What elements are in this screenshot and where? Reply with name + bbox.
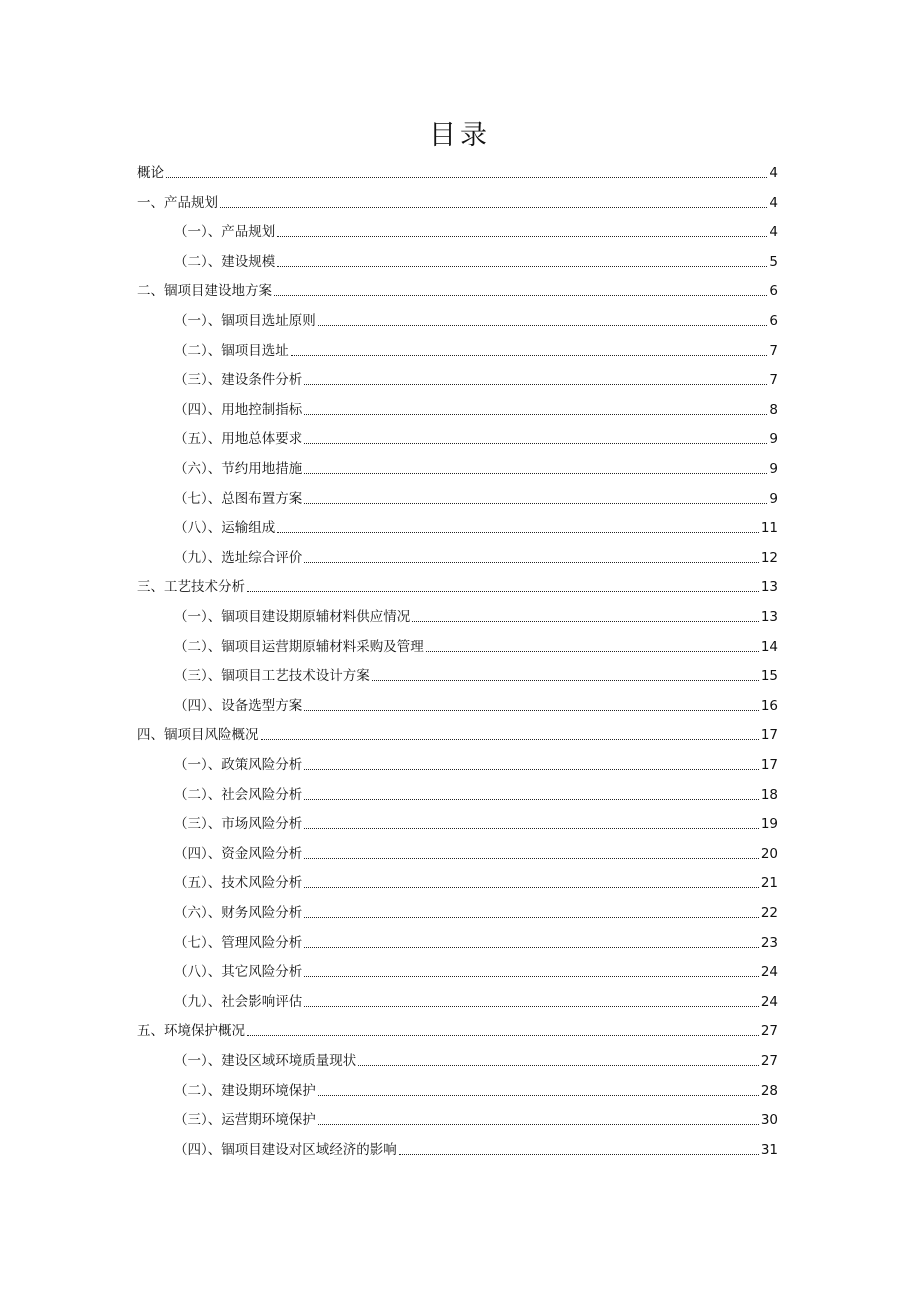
toc-entry-label: （一）、锢项目建设期原辅材料供应情况 — [174, 609, 411, 625]
toc-entry[interactable] — [174, 933, 778, 953]
toc-dot-leader — [291, 354, 768, 356]
toc-entry-page-number: 7 — [769, 372, 778, 388]
toc-entry-label: （一）、产品规划 — [174, 224, 276, 240]
toc-entry[interactable] — [174, 252, 778, 272]
toc-dot-leader — [277, 235, 767, 237]
toc-entry-label: （一）、建设区域环境质量现状 — [174, 1053, 357, 1069]
toc-entry[interactable] — [137, 577, 778, 597]
toc-entry-page-number: 24 — [760, 994, 778, 1010]
toc-entry[interactable] — [174, 1110, 778, 1130]
toc-entry-label: 一、产品规划 — [137, 195, 218, 211]
toc-entry[interactable] — [174, 785, 778, 805]
toc-entry-page-number: 8 — [769, 402, 778, 418]
toc-entry-page-number: 17 — [760, 727, 778, 743]
toc-entry-label: （二）、锢项目选址 — [174, 343, 289, 359]
toc-entry-page-number: 19 — [760, 816, 778, 832]
toc-dot-leader — [372, 679, 759, 681]
toc-dot-leader — [304, 886, 759, 888]
toc-entry-page-number: 13 — [760, 579, 778, 595]
toc-entry[interactable] — [174, 459, 778, 479]
toc-entry[interactable] — [174, 873, 778, 893]
toc-entry-page-number: 13 — [760, 609, 778, 625]
toc-dot-leader — [304, 946, 759, 948]
toc-entry[interactable] — [174, 637, 778, 657]
toc-dot-leader — [247, 1034, 759, 1036]
toc-entry[interactable] — [137, 193, 778, 213]
toc-dot-leader — [318, 1094, 759, 1096]
toc-dot-leader — [318, 1123, 759, 1125]
toc-entry[interactable] — [174, 666, 778, 686]
toc-entry-label: （四）、用地控制指标 — [174, 402, 303, 418]
toc-dot-leader — [277, 265, 767, 267]
toc-dot-leader — [304, 916, 759, 918]
toc-entry-page-number: 17 — [760, 757, 778, 773]
toc-entry-label: （三）、市场风险分析 — [174, 816, 303, 832]
toc-entry[interactable] — [174, 962, 778, 982]
toc-entry-label: （二）、社会风险分析 — [174, 787, 303, 803]
toc-entry[interactable] — [137, 163, 778, 183]
toc-entry-page-number: 9 — [769, 461, 778, 477]
toc-dot-leader — [304, 561, 759, 563]
toc-dot-leader — [304, 768, 759, 770]
toc-entry-label: （四）、资金风险分析 — [174, 846, 303, 862]
toc-entry[interactable] — [174, 400, 778, 420]
toc-entry-page-number: 30 — [760, 1112, 778, 1128]
toc-entry[interactable] — [174, 370, 778, 390]
toc-dot-leader — [304, 975, 759, 977]
toc-entry-page-number: 11 — [760, 520, 778, 536]
toc-entry[interactable] — [174, 548, 778, 568]
toc-entry-page-number: 4 — [769, 165, 778, 181]
toc-entry[interactable] — [137, 281, 778, 301]
toc-entry[interactable] — [174, 903, 778, 923]
toc-entry[interactable] — [137, 725, 778, 745]
toc-entry-label: 三、工艺技术分析 — [137, 579, 245, 595]
toc-entry[interactable] — [174, 429, 778, 449]
toc-entry-label: （三）、锢项目工艺技术设计方案 — [174, 668, 370, 684]
toc-entry-page-number: 9 — [769, 491, 778, 507]
toc-entry-label: （六）、财务风险分析 — [174, 905, 303, 921]
toc-entry-page-number: 6 — [769, 283, 778, 299]
toc-entry[interactable] — [174, 311, 778, 331]
toc-entry-page-number: 18 — [760, 787, 778, 803]
toc-entry[interactable] — [174, 222, 778, 242]
toc-entry-page-number: 12 — [760, 550, 778, 566]
toc-entry-label: （七）、总图布置方案 — [174, 491, 303, 507]
toc-entry-page-number: 14 — [760, 639, 778, 655]
toc-entry-page-number: 31 — [760, 1142, 778, 1158]
toc-entry-label: （一）、锢项目选址原则 — [174, 313, 316, 329]
toc-entry-label: （三）、运营期环境保护 — [174, 1112, 316, 1128]
toc-entry-label: （六）、节约用地措施 — [174, 461, 303, 477]
toc-entry-page-number: 23 — [760, 935, 778, 951]
toc-entry-page-number: 9 — [769, 431, 778, 447]
toc-dot-leader — [304, 442, 767, 444]
toc-entry-label: 二、锢项目建设地方案 — [137, 283, 272, 299]
toc-entry-label: （二）、建设期环境保护 — [174, 1083, 316, 1099]
toc-entry-page-number: 27 — [760, 1053, 778, 1069]
toc-entry[interactable] — [174, 1081, 778, 1101]
toc-dot-leader — [412, 620, 759, 622]
toc-dot-leader — [304, 383, 767, 385]
toc-dot-leader — [318, 324, 768, 326]
toc-entry-page-number: 7 — [769, 343, 778, 359]
toc-dot-leader — [304, 413, 767, 415]
toc-entry[interactable] — [174, 814, 778, 834]
toc-entry-page-number: 5 — [769, 254, 778, 270]
toc-entry[interactable] — [174, 1140, 778, 1160]
toc-entry-label: 概论 — [137, 165, 164, 181]
toc-dot-leader — [247, 590, 759, 592]
toc-dot-leader — [304, 857, 759, 859]
toc-entry[interactable] — [174, 696, 778, 716]
toc-entry-label: （五）、技术风险分析 — [174, 875, 303, 891]
toc-dot-leader — [261, 738, 759, 740]
toc-entry-page-number: 16 — [760, 698, 778, 714]
toc-entry[interactable] — [174, 755, 778, 775]
toc-entry-page-number: 27 — [760, 1023, 778, 1039]
toc-title: 目录 — [429, 120, 491, 151]
toc-entry-label: （三）、建设条件分析 — [174, 372, 303, 388]
toc-dot-leader — [304, 798, 759, 800]
toc-entry-label: 五、环境保护概况 — [137, 1023, 245, 1039]
toc-entry-label: （九）、选址综合评价 — [174, 550, 303, 566]
toc-entry-page-number: 6 — [769, 313, 778, 329]
toc-dot-leader — [304, 472, 767, 474]
toc-dot-leader — [220, 206, 767, 208]
toc-dot-leader — [399, 1153, 759, 1155]
toc-dot-leader — [304, 709, 759, 711]
toc-dot-leader — [304, 502, 767, 504]
toc-entry-page-number: 4 — [769, 195, 778, 211]
toc-entry[interactable] — [174, 489, 778, 509]
toc-entry[interactable] — [174, 992, 778, 1012]
toc-entry-label: （八）、其它风险分析 — [174, 964, 303, 980]
toc-dot-leader — [304, 1005, 759, 1007]
toc-dot-leader — [426, 650, 759, 652]
toc-dot-leader — [358, 1064, 759, 1066]
toc-entry-label: （四）、锢项目建设对区域经济的影响 — [174, 1142, 397, 1158]
toc-entry[interactable] — [137, 1021, 778, 1041]
toc-entry-page-number: 15 — [760, 668, 778, 684]
toc-dot-leader — [166, 176, 767, 178]
toc-entry-label: （二）、锢项目运营期原辅材料采购及管理 — [174, 639, 424, 655]
toc-entry-label: （七）、管理风险分析 — [174, 935, 303, 951]
toc-entry-page-number: 24 — [760, 964, 778, 980]
toc-entry-page-number: 20 — [760, 846, 778, 862]
toc-entry-label: （五）、用地总体要求 — [174, 431, 303, 447]
toc-entry-page-number: 22 — [760, 905, 778, 921]
toc-entry-page-number: 4 — [769, 224, 778, 240]
toc-entry-label: （二）、建设规模 — [174, 254, 276, 270]
toc-entry-label: （一）、政策风险分析 — [174, 757, 303, 773]
toc-entry[interactable] — [174, 607, 778, 627]
toc-entry[interactable] — [174, 844, 778, 864]
toc-dot-leader — [304, 827, 759, 829]
toc-entry[interactable] — [174, 518, 778, 538]
toc-entry-page-number: 28 — [760, 1083, 778, 1099]
toc-dot-leader — [277, 531, 759, 533]
toc-entry-page-number: 21 — [760, 875, 778, 891]
toc-entry[interactable] — [174, 341, 778, 361]
toc-entry-label: （八）、运输组成 — [174, 520, 276, 536]
toc-dot-leader — [274, 294, 767, 296]
toc-entry-label: （九）、社会影响评估 — [174, 994, 303, 1010]
toc-entry-label: （四）、设备选型方案 — [174, 698, 303, 714]
toc-entry-label: 四、锢项目风险概况 — [137, 727, 259, 743]
toc-entry[interactable] — [174, 1051, 778, 1071]
